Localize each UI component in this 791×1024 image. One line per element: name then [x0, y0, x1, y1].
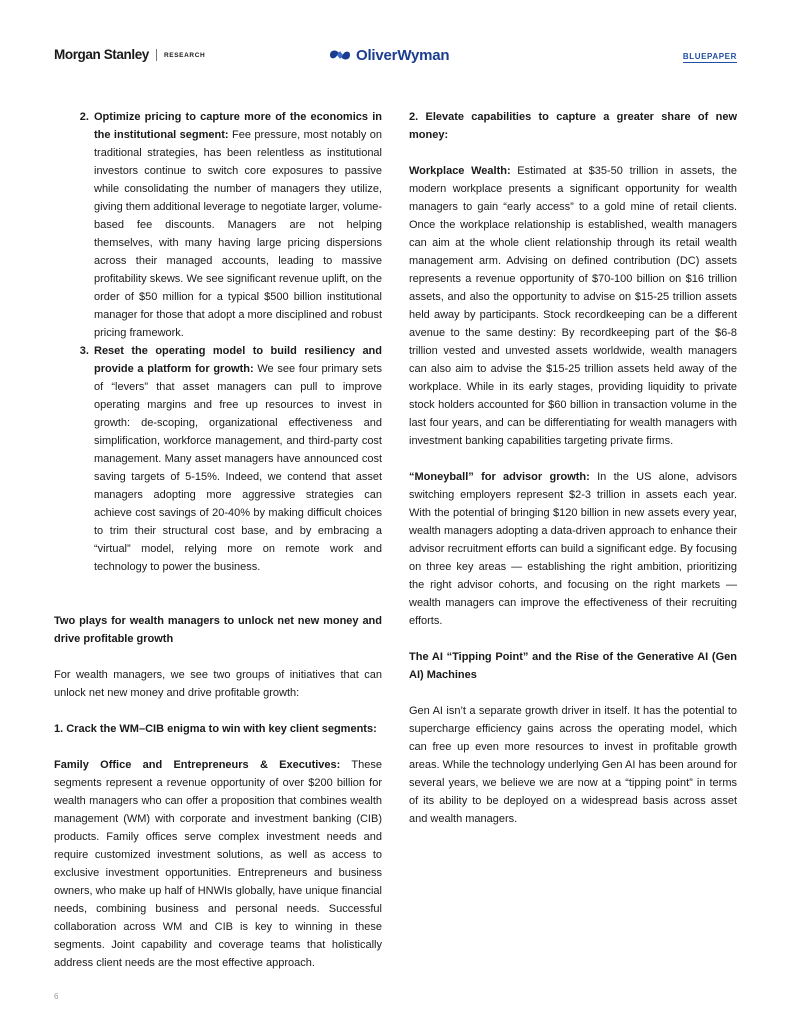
bluepaper-label: BLUEPAPER: [682, 52, 737, 61]
moneyball-body: In the US alone, advisors switching employers represent $2-3 trillion in assets each year. With the potential of bringing $120 billion in new assets every year, wealth managers adopting a data-driven approach to enhance their advisor recruitment efforts can build a significant edge. By focusing on three key areas — establishing the right ambition, prioritizing the right advisor cohorts, and focusing on the right markets — wealth managers can improve the effectiveness of their recruiting efforts.: [409, 471, 737, 627]
family-office-title: Family Office and Entrepreneurs & Executives:: [54, 759, 341, 771]
left-column: [54, 108, 382, 972]
ai-body: Gen AI isn’t a separate growth driver in itself. It has the potential to supercharge efficiency gains across the operating model, which can free up even more resources to invest in profitable growth areas. While the technology underlying Gen AI has been around for several years, we believe we are now at a “tipping point” in terms of its ability to be deployed on a widespread basis across asset and wealth managers.: [409, 705, 737, 825]
oliver-wyman-wordmark: OliverWyman: [356, 46, 450, 64]
list-item: [92, 342, 382, 576]
page-number: 6: [54, 992, 59, 1001]
moneyball-paragraph: [409, 468, 737, 630]
sub-heading-crack: 1. Crack the WM–CIB enigma to win with key client segments:: [54, 723, 377, 735]
workplace-body: Estimated at $35-50 trillion in assets, the modern workplace presents a significant opportunity for wealth managers to gain “early access” to a gold mine of retail clients. Once the workplace relationship is established, wealth managers can aim at the whole client relationship through its retail wealth management arm. Advising on defined contribution (DC) assets represents a revenue opportunity of $70-100 billion on $16 trillion assets, and also the opportunity to advise on $15-25 trillion assets held away by participants. Stock recordkeeping can be a different avenue to the same destiny: By recordkeeping part of the $6-8 trillion vested and unvested assets worldwide, wealth managers can also aim to advise the $15-25 trillion assets held away of the workplace. While in its early stages, providing liquidity to private stock holders accounted for $60 billion in transaction volume in the last four years, and can be differentiating for wealth managers with investment banking capabilities targeting private firms.: [409, 165, 737, 447]
family-office-body: These segments represent a revenue opportunity of over $200 billion for wealth managers who can offer a proposition that combines wealth management (WM) with corporate and investment banking (CIB) products. Family offices serve complex investment needs and require customized investment solutions, as well as access to exclusive investment opportunities. Entrepreneurs and business owners, who make up half of HNWIs globally, have unique financial needs, combining business and personal needs. Successful collaboration across WM and CIB is key to winning in these segments. Joint capability and coverage teams that holistically address client needs are the most effective approach.: [54, 759, 382, 969]
research-label: RESEARCH: [164, 52, 206, 59]
list-item-body: Fee pressure, most notably on traditional strategies, has been relentless as institutional investors continue to switch core exposures to passive while consolidating the number of managers they utilize, giving them additional leverage to negotiate larger, volume-based fee discounts. Managers are not helping themselves, with many having large pricing dispersions across their managed accounts, leading to massive profitability skews. We see significant revenue uplift, on the order of $50 million for a typical $500 billion institutional manager for those that adopt a more disciplined and robust pricing framework.: [94, 129, 383, 339]
oliver-wyman-mark-icon: [329, 48, 351, 62]
header-divider: [156, 49, 157, 61]
list-item-body: We see four primary sets of “levers” that asset managers can pull to improve operating margins and free up resources to invest in growth: de-scoping, organizational effectiveness and simplification, workforce management, and third-party cost management. Many asset managers have announced cost saving targets of 5-15%. Indeed, we contend that asset managers adopting more aggressive strategies can achieve cost savings of 20-40% by making difficult choices to trim their structural cost base, and by embracing a “virtual” model, relying more on remote work and technology to power the business.: [94, 363, 382, 573]
sub-heading-elevate: 2. Elevate capabilities to capture a greater share of new money:: [409, 111, 737, 141]
section-heading-wealth: Two plays for wealth managers to unlock net new money and drive profitable growth: [54, 615, 382, 645]
family-office-paragraph: [54, 756, 382, 972]
oliver-wyman-logo: [329, 45, 449, 65]
list-item-title: Optimize pricing to capture more of the economics in the institutional segment:: [94, 111, 382, 141]
numbered-list: [54, 108, 382, 576]
right-column: [409, 108, 737, 828]
workplace-paragraph: [409, 162, 737, 450]
wealth-intro: For wealth managers, we see two groups of initiatives that can unlock net new money and drive profitable growth:: [54, 669, 382, 699]
moneyball-title: “Moneyball” for advisor growth:: [409, 471, 590, 483]
ai-heading: The AI “Tipping Point” and the Rise of the Generative AI (Gen AI) Machines: [409, 651, 737, 681]
morgan-stanley-logo: Morgan Stanley: [54, 47, 149, 62]
page-header: [0, 0, 791, 80]
list-item: [92, 108, 382, 342]
list-item-title: Reset the operating model to build resiliency and provide a platform for growth:: [94, 345, 382, 375]
workplace-title: Workplace Wealth:: [409, 165, 511, 177]
